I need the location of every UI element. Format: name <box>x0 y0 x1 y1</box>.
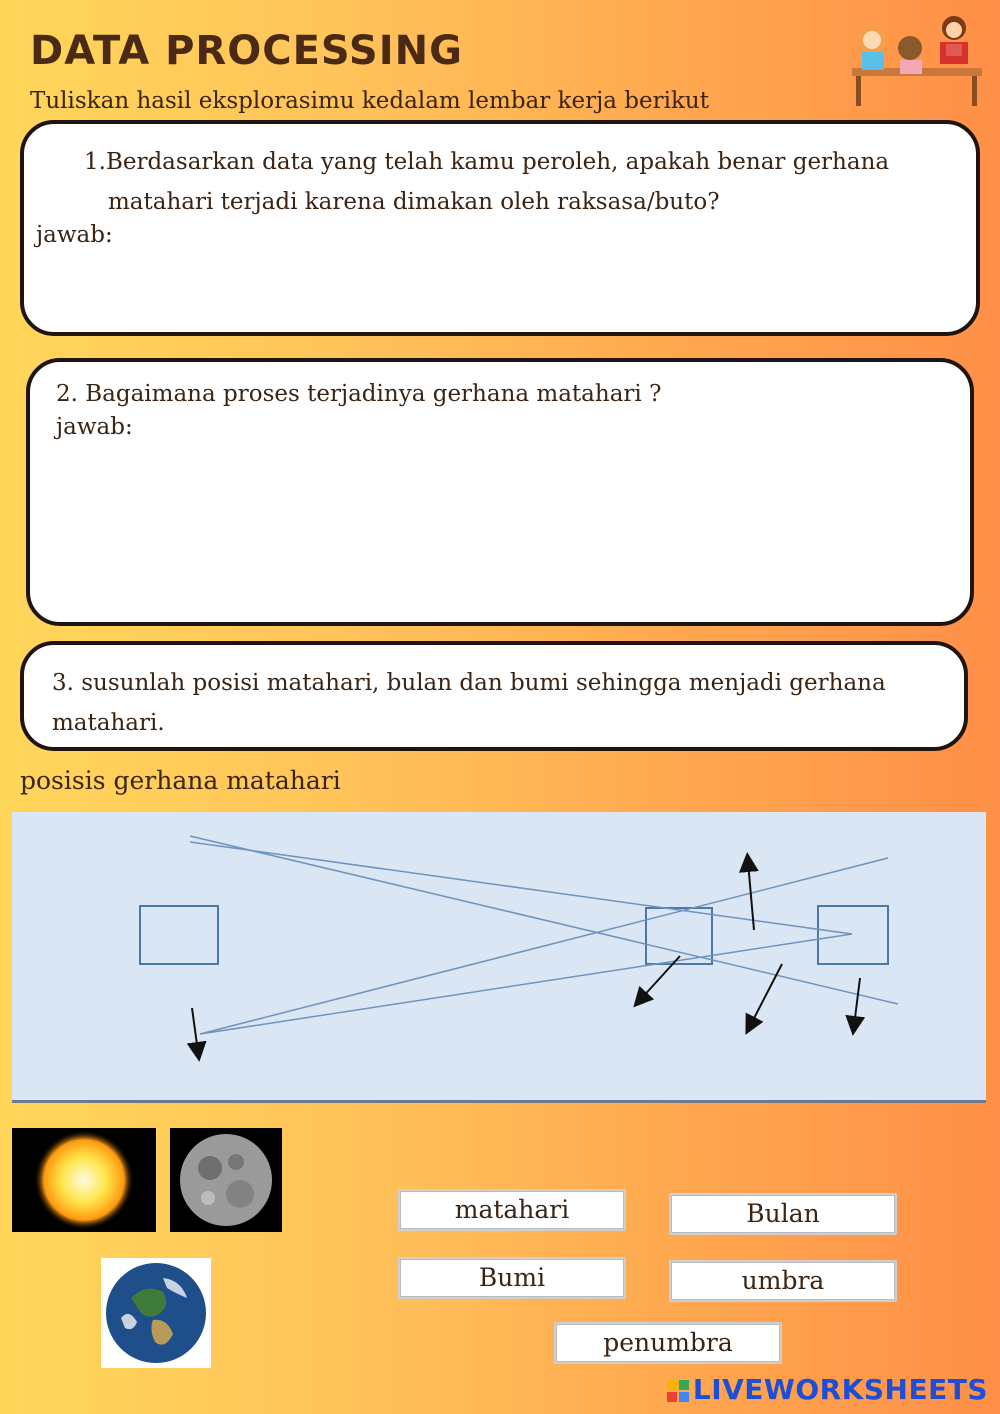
sun-drop-slot[interactable] <box>140 906 218 964</box>
brand-text: LIVEWORKSHEETS <box>692 1373 988 1406</box>
earth-image[interactable] <box>101 1258 211 1368</box>
liveworksheets-logo <box>667 1373 988 1406</box>
liveworksheets-mark-icon <box>667 1380 689 1402</box>
eclipse-diagram <box>12 812 986 1103</box>
pointer-arrow-sun <box>192 1008 198 1052</box>
page-title: DATA PROCESSING <box>30 28 463 74</box>
earth-drop-slot[interactable] <box>818 906 888 964</box>
shadow-line-upper <box>190 836 898 1004</box>
label-bumi[interactable]: Bumi <box>398 1257 626 1299</box>
sun-image[interactable] <box>12 1128 156 1232</box>
kids-reading-illustration <box>842 8 992 120</box>
label-umbra[interactable]: umbra <box>669 1260 897 1302</box>
question-1-answer-label: jawab: <box>36 222 113 248</box>
label-bulan[interactable]: Bulan <box>669 1193 897 1235</box>
label-penumbra[interactable]: penumbra <box>554 1322 782 1364</box>
question-1-card <box>20 120 980 336</box>
question-2-answer-label: jawab: <box>56 414 133 440</box>
question-2-card <box>26 358 974 626</box>
question-1-text: 1.Berdasarkan data yang telah kamu peroleh, apakah benar gerhana matahari terjadi karena dimakan oleh raksasa/buto? <box>84 149 890 215</box>
shadow-line-lower <box>200 858 888 1034</box>
label-matahari[interactable]: matahari <box>398 1189 626 1231</box>
pointer-arrow-earth <box>854 978 860 1026</box>
question-3-text: 3. susunlah posisi matahari, bulan dan bumi sehingga menjadi gerhana matahari. <box>52 670 886 736</box>
page-subtitle: Tuliskan hasil eksplorasimu kedalam lembar kerja berikut <box>30 88 709 114</box>
moon-drop-slot[interactable] <box>646 908 712 964</box>
diagram-label: posisis gerhana matahari <box>20 766 341 795</box>
question-3-card <box>20 641 968 751</box>
question-2-text: 2. Bagaimana proses terjadinya gerhana matahari ? <box>56 381 662 407</box>
moon-image[interactable] <box>170 1128 282 1232</box>
